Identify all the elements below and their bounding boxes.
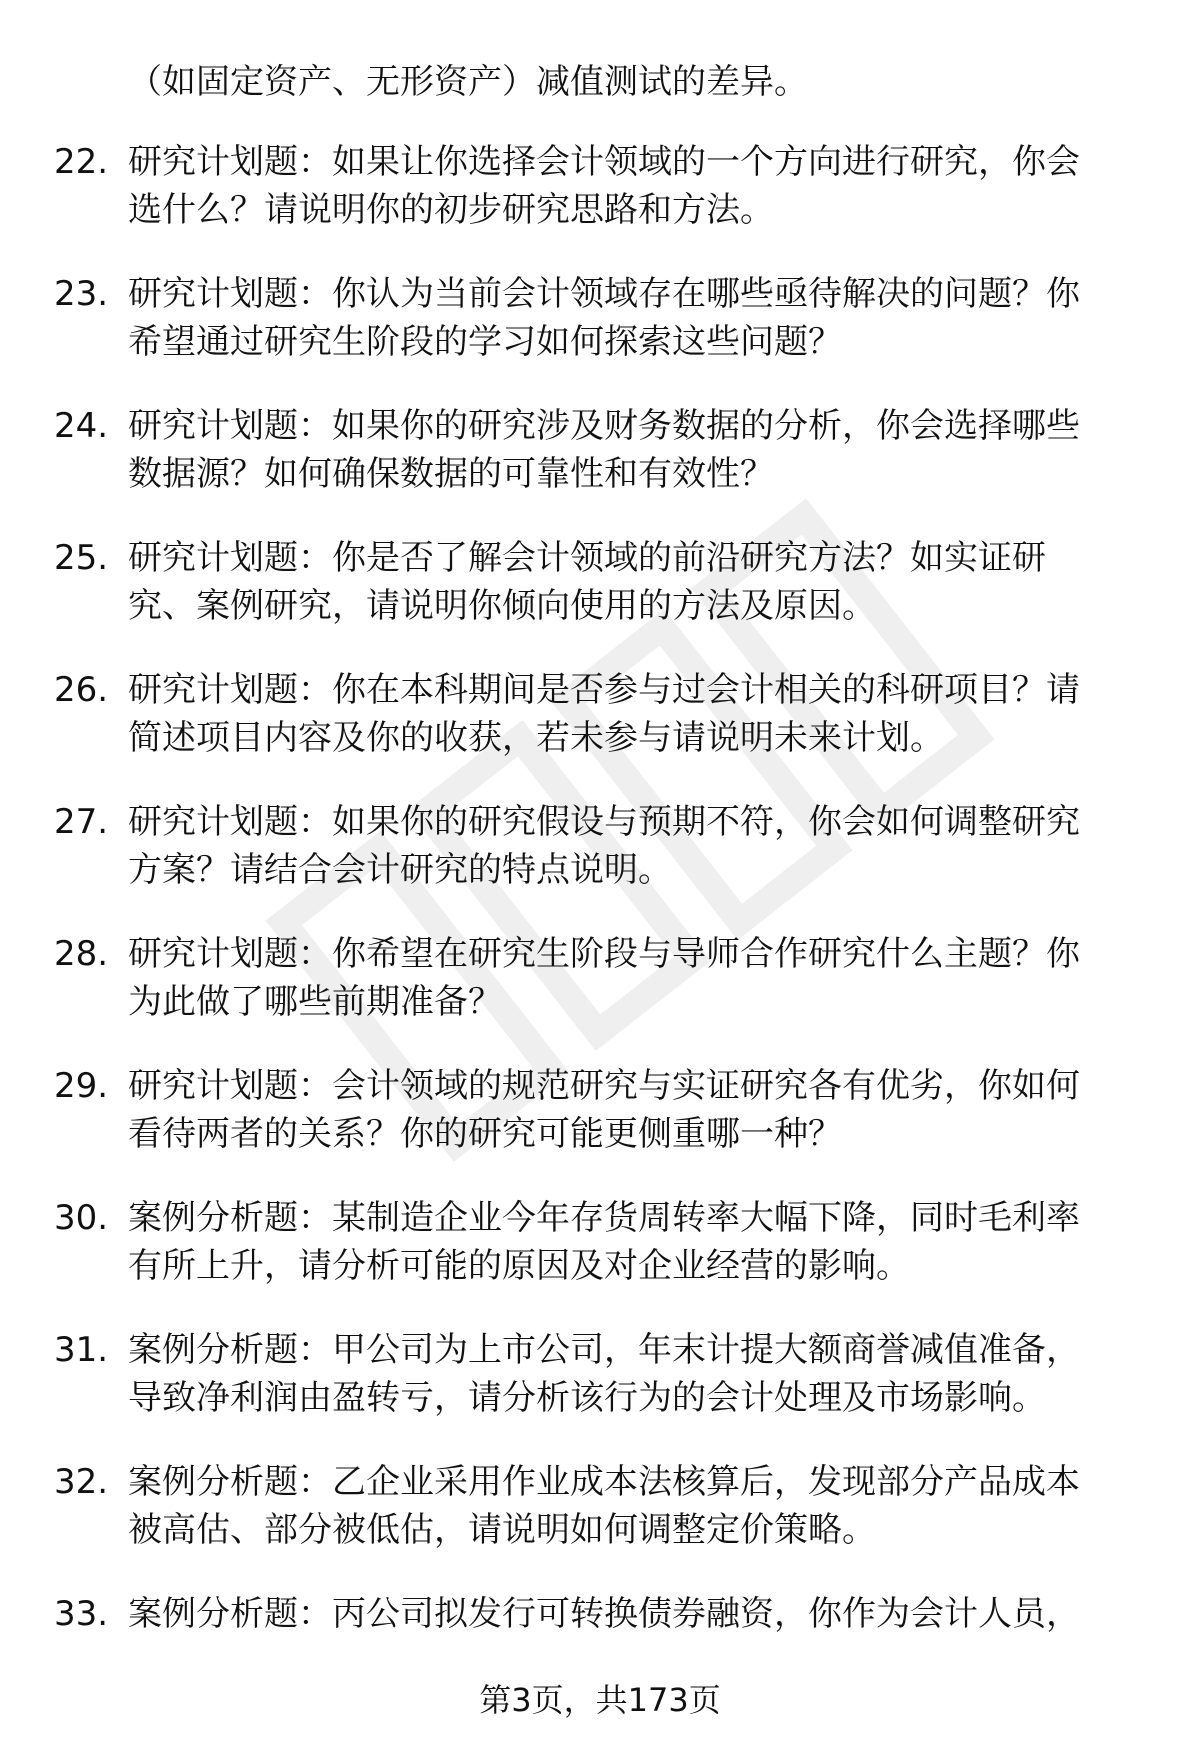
question-text xyxy=(128,666,1143,762)
question-number: 27. xyxy=(54,802,109,842)
question-line: 研究计划题：如果让你选择会计领域的一个方向进行研究，你会 xyxy=(128,142,1080,182)
question-line: 方案？请结合会计研究的特点说明。 xyxy=(128,850,672,890)
question-text xyxy=(128,402,1143,498)
question-line: 研究计划题：如果你的研究涉及财务数据的分析，你会选择哪些 xyxy=(128,406,1080,446)
question-line: 导致净利润由盈转亏，请分析该行为的会计处理及市场影响。 xyxy=(128,1378,1046,1418)
question-text xyxy=(128,1590,1143,1638)
question-number: 31. xyxy=(54,1330,109,1370)
question-text xyxy=(128,138,1143,234)
question-line: 选什么？请说明你的初步研究思路和方法。 xyxy=(128,190,774,230)
question-text xyxy=(128,1194,1143,1290)
question-item xyxy=(0,1326,1200,1458)
question-line: 案例分析题：乙企业采用作业成本法核算后，发现部分产品成本 xyxy=(128,1462,1080,1502)
question-line: 研究计划题：你希望在研究生阶段与导师合作研究什么主题？你 xyxy=(128,934,1080,974)
question-line: 案例分析题：某制造企业今年存货周转率大幅下降，同时毛利率 xyxy=(128,1198,1080,1238)
question-line: 案例分析题：甲公司为上市公司，年末计提大额商誉减值准备， xyxy=(128,1330,1080,1370)
question-line: 有所上升，请分析可能的原因及对企业经营的影响。 xyxy=(128,1246,910,1286)
question-number: 22. xyxy=(54,142,109,182)
question-item xyxy=(0,1194,1200,1326)
question-number: 29. xyxy=(54,1066,109,1106)
question-item xyxy=(0,798,1200,930)
question-text xyxy=(128,1062,1143,1158)
question-item xyxy=(0,270,1200,402)
question-line: 案例分析题：丙公司拟发行可转换债券融资，你作为会计人员， xyxy=(128,1594,1080,1634)
question-text xyxy=(128,798,1143,894)
question-line: 被高估、部分被低估，请说明如何调整定价策略。 xyxy=(128,1510,876,1550)
question-text xyxy=(128,1326,1143,1422)
question-item xyxy=(0,1062,1200,1194)
question-number: 23. xyxy=(54,274,109,314)
question-text xyxy=(128,930,1143,1026)
question-number: 24. xyxy=(54,406,109,446)
question-number: 33. xyxy=(54,1594,109,1634)
question-item xyxy=(0,1458,1200,1590)
question-number: 30. xyxy=(54,1198,109,1238)
question-line: 研究计划题：如果你的研究假设与预期不符，你会如何调整研究 xyxy=(128,802,1080,842)
question-text xyxy=(128,1458,1143,1554)
question-list xyxy=(0,138,1200,1722)
question-number: 26. xyxy=(54,670,109,710)
question-line: 看待两者的关系？你的研究可能更侧重哪一种？ xyxy=(128,1114,842,1154)
question-item xyxy=(0,666,1200,798)
question-text xyxy=(128,270,1143,366)
page-footer: 第3页，共173页 xyxy=(479,1681,721,1719)
question-item xyxy=(0,534,1200,666)
question-number: 32. xyxy=(54,1462,109,1502)
question-line: 数据源？如何确保数据的可靠性和有效性？ xyxy=(128,454,774,494)
question-line: 研究计划题：你在本科期间是否参与过会计相关的科研项目？请 xyxy=(128,670,1080,710)
question-line: 研究计划题：你是否了解会计领域的前沿研究方法？如实证研 xyxy=(128,538,1046,578)
question-line: 研究计划题：会计领域的规范研究与实证研究各有优劣，你如何 xyxy=(128,1066,1080,1106)
question-number: 28. xyxy=(54,934,109,974)
question-line: 简述项目内容及你的收获，若未参与请说明未来计划。 xyxy=(128,718,944,758)
question-text xyxy=(128,534,1143,630)
question-line: 研究计划题：你认为当前会计领域存在哪些亟待解决的问题？你 xyxy=(128,274,1080,314)
question-item xyxy=(0,138,1200,270)
question-line: 希望通过研究生阶段的学习如何探索这些问题？ xyxy=(128,322,842,362)
question-item xyxy=(0,402,1200,534)
question-number: 25. xyxy=(54,538,109,578)
question-item xyxy=(0,930,1200,1062)
question-line: 为此做了哪些前期准备？ xyxy=(128,982,502,1022)
question-line: 究、案例研究，请说明你倾向使用的方法及原因。 xyxy=(128,586,876,626)
continuation-text: （如固定资产、无形资产）减值测试的差异。 xyxy=(128,62,808,102)
